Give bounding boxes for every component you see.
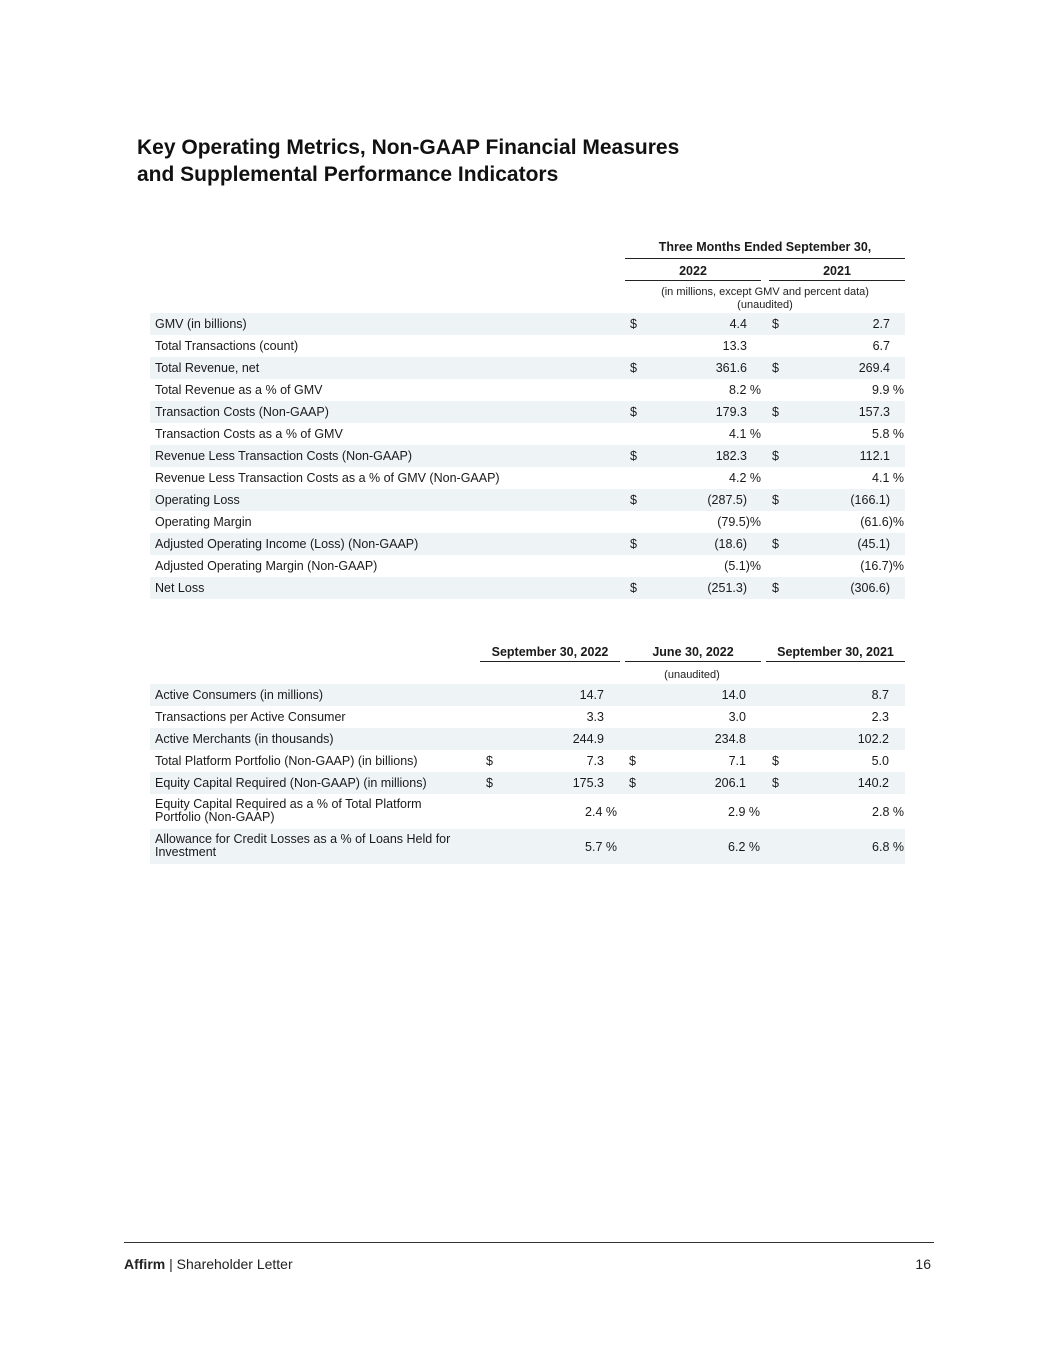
row-label: Active Merchants (in thousands): [155, 732, 334, 746]
value-sep-2021: 8.7: [871, 688, 889, 702]
column-header-sep-2021: September 30, 2021: [777, 645, 894, 659]
page-number: 16: [915, 1256, 931, 1272]
value-sep-2022: 3.3: [586, 710, 604, 724]
row-label: Total Transactions (count): [155, 339, 299, 353]
column-rule-sep-2022: [480, 661, 620, 662]
row-label: Operating Loss: [155, 493, 240, 507]
currency-symbol: $: [630, 493, 637, 507]
row-label: Operating Margin: [155, 515, 252, 529]
column-rule-jun-2022: [625, 661, 761, 662]
value-2021: 6.7: [872, 339, 890, 353]
currency-symbol: $: [772, 361, 779, 375]
quarterly-metrics-rows: [150, 313, 905, 599]
value-sep-2022: 2.4 %: [585, 805, 617, 819]
currency-symbol: $: [629, 776, 636, 790]
value-2022: 8.2 %: [729, 383, 761, 397]
table-row: [150, 829, 905, 864]
value-2022: 4.1 %: [729, 427, 761, 441]
row-label: Equity Capital Required as a % of Total Platform Portfolio (Non-GAAP): [155, 797, 422, 824]
value-2021: 112.1: [859, 449, 890, 463]
table-row: [150, 423, 905, 445]
table-row: [150, 772, 905, 794]
table-row: [150, 706, 905, 728]
value-2022: (251.3): [707, 581, 747, 595]
currency-symbol: $: [630, 537, 637, 551]
units-note: [625, 286, 905, 311]
row-label: Total Revenue, net: [155, 361, 260, 375]
page-title-line-2: and Supplemental Performance Indicators: [137, 163, 559, 186]
table-row: [150, 555, 905, 577]
column-header-sep-2022: September 30, 2022: [491, 645, 609, 659]
currency-symbol: $: [772, 537, 779, 551]
value-sep-2021: 6.8 %: [872, 840, 904, 854]
value-2022: 179.3: [715, 405, 747, 419]
value-2022: 361.6: [715, 361, 747, 375]
column-rule-2021: [769, 280, 905, 281]
currency-symbol: $: [630, 317, 637, 331]
table-row: [150, 467, 905, 489]
table-row: [150, 489, 905, 511]
table-row: [150, 750, 905, 772]
value-2021: 157.3: [858, 405, 890, 419]
footer-rule: [124, 1242, 934, 1243]
row-label: Equity Capital Required (Non-GAAP) (in millions): [155, 776, 427, 790]
row-label: Transaction Costs as a % of GMV: [155, 427, 343, 441]
units-note-line: (in millions, except GMV and percent data): [661, 286, 869, 298]
row-label: Adjusted Operating Margin (Non-GAAP): [155, 559, 378, 573]
table-row: [150, 728, 905, 750]
column-header-jun-2022: June 30, 2022: [652, 645, 734, 659]
value-sep-2021: 102.2: [857, 732, 889, 746]
footer-separator: |: [169, 1256, 173, 1272]
period-header: Three Months Ended September 30,: [658, 240, 872, 254]
value-2021: (61.6)%: [860, 515, 904, 529]
column-header-2021: 2021: [823, 264, 851, 278]
table-row: [150, 335, 905, 357]
value-sep-2021: 5.0: [871, 754, 889, 768]
value-sep-2021: 140.2: [857, 776, 889, 790]
value-jun-2022: 3.0: [728, 710, 746, 724]
value-2022: 13.3: [722, 339, 747, 353]
value-2022: 4.2 %: [729, 471, 761, 485]
footer: [124, 1256, 293, 1272]
currency-symbol: $: [629, 754, 636, 768]
row-label: Transaction Costs (Non-GAAP): [155, 405, 329, 419]
table-row: [150, 533, 905, 555]
value-2021: 2.7: [872, 317, 890, 331]
column-header-2022: 2022: [679, 264, 707, 278]
table-row: [150, 313, 905, 335]
value-jun-2022: 14.0: [721, 688, 746, 702]
currency-symbol: $: [772, 754, 779, 768]
value-2021: (16.7)%: [860, 559, 904, 573]
row-label: Adjusted Operating Income (Loss) (Non-GAAP): [155, 537, 419, 551]
value-sep-2021: 2.8 %: [872, 805, 904, 819]
currency-symbol: $: [772, 405, 779, 419]
value-sep-2021: 2.3: [871, 710, 889, 724]
currency-symbol: $: [772, 317, 779, 331]
currency-symbol: $: [772, 581, 779, 595]
value-2022: (5.1)%: [724, 559, 761, 573]
value-2022: 182.3: [715, 449, 747, 463]
value-2021: 9.9 %: [872, 383, 904, 397]
currency-symbol: $: [630, 581, 637, 595]
row-label: Net Loss: [155, 581, 205, 595]
row-label: Revenue Less Transaction Costs as a % of GMV (Non-GAAP): [155, 471, 500, 485]
currency-symbol: $: [772, 493, 779, 507]
currency-symbol: $: [772, 449, 779, 463]
value-sep-2022: 175.3: [572, 776, 604, 790]
column-rule-sep-2021: [766, 661, 905, 662]
currency-symbol: $: [486, 754, 493, 768]
currency-symbol: $: [772, 776, 779, 790]
value-2022: (79.5)%: [717, 515, 761, 529]
value-sep-2022: 5.7 %: [585, 840, 617, 854]
row-label: Total Revenue as a % of GMV: [155, 383, 323, 397]
value-2021: (45.1): [857, 537, 890, 551]
value-2022: 4.4: [729, 317, 747, 331]
row-label: GMV (in billions): [155, 317, 247, 331]
table-row: [150, 794, 905, 829]
value-2021: (306.6): [850, 581, 890, 595]
value-2021: 4.1 %: [872, 471, 904, 485]
unaudited-note: (unaudited): [737, 298, 793, 311]
row-label: Active Consumers (in millions): [155, 688, 324, 702]
row-label: Allowance for Credit Losses as a % of Loans Held for Investment: [155, 832, 451, 859]
unaudited-note: (unaudited): [664, 669, 720, 681]
currency-symbol: $: [486, 776, 493, 790]
table-row: [150, 379, 905, 401]
brand-name: Affirm: [124, 1256, 166, 1272]
table-row: [150, 357, 905, 379]
value-jun-2022: 6.2 %: [728, 840, 760, 854]
value-sep-2022: 244.9: [572, 732, 604, 746]
value-2022: (18.6): [714, 537, 747, 551]
table-row: [150, 577, 905, 599]
value-2021: 5.8 %: [872, 427, 904, 441]
table-row: [150, 684, 905, 706]
currency-symbol: $: [630, 361, 637, 375]
table-row: [150, 445, 905, 467]
value-sep-2022: 14.7: [579, 688, 604, 702]
value-jun-2022: 206.1: [714, 776, 746, 790]
currency-symbol: $: [630, 405, 637, 419]
period-header-rule: [625, 258, 905, 259]
value-jun-2022: 234.8: [714, 732, 746, 746]
value-2021: 269.4: [858, 361, 890, 375]
value-2021: (166.1): [850, 493, 890, 507]
value-jun-2022: 2.9 %: [728, 805, 760, 819]
table-row: [150, 401, 905, 423]
row-label: Total Platform Portfolio (Non-GAAP) (in billions): [155, 754, 418, 768]
page-title-line-1: Key Operating Metrics, Non-GAAP Financial Measures: [137, 136, 680, 159]
column-rule-2022: [625, 280, 761, 281]
row-label: Transactions per Active Consumer: [155, 710, 346, 724]
document-name: Shareholder Letter: [176, 1256, 293, 1272]
period-end-metrics-rows: [150, 684, 905, 864]
page-title: [137, 134, 679, 188]
row-label: Revenue Less Transaction Costs (Non-GAAP): [155, 449, 413, 463]
table-row: [150, 511, 905, 533]
value-jun-2022: 7.1: [728, 754, 746, 768]
value-sep-2022: 7.3: [586, 754, 604, 768]
currency-symbol: $: [630, 449, 637, 463]
value-2022: (287.5): [707, 493, 747, 507]
